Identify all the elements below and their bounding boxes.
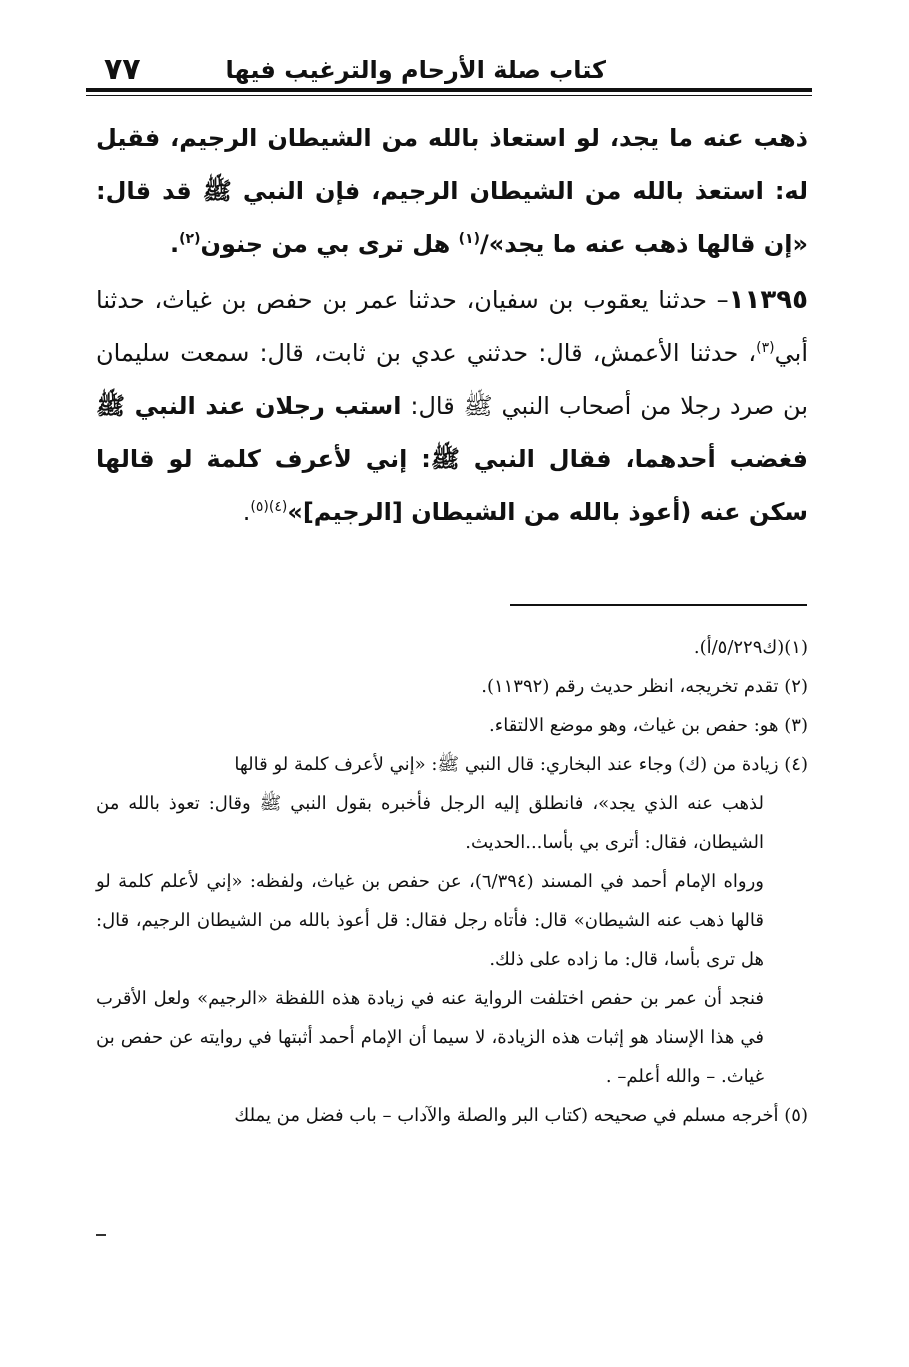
p2-text-a: – حدثنا يعقوب بن سفيان، حدثنا عمر بن حفص بن غياث، حدثنا أبي [96,286,808,367]
page-header [86,52,812,88]
footnote-5: (٥) أخرجه مسلم في صحيحه (كتاب البر والصلة والآداب – باب فضل من يملك [234,1105,808,1126]
main-text [96,112,808,539]
paragraph-2 [96,274,808,539]
hadith-number: ١١٣٩٥ [728,285,808,315]
footnote-ref-1: (١) [458,231,480,247]
footnote-4-first: (٤) زيادة من (ك) وجاء عند البخاري: قال النبي ﷺ: «إني لأعرف كلمة لو قالها [234,754,808,775]
footnote-ref-4-5: (٤)(٥) [250,499,288,515]
p1-text-c: . [169,230,180,258]
footnote-3: (٣) هو: حفص بن غياث، وهو موضع الالتقاء. [489,715,808,736]
header-rule-thin [86,95,812,96]
p2-bold-text: استب رجلان عند النبي ﷺ فغضب أحدهما، فقال النبي ﷺ: إني لأعرف كلمة لو قالها سكن عنه (أعوذ بالله من الشيطان [الرجيم]» [96,392,808,526]
footnote-ref-3: (٣) [756,340,775,356]
footnote-2: (٢) تقدم تخريجه، انظر حديث رقم (١١٣٩٢). [481,676,808,697]
footnote-4-para-2: ورواه الإمام أحمد في المسند (٦/٣٩٤)، عن حفص بن غياث، ولفظه: «إني لأعلم كلمة لو قالها ذهب عنه الشيطان» قال: فأتاه رجل فقال: قل أعوذ بالله من الشيطان الرجيم، قال: هل ترى بأسا، قال: ما زاده على ذلك. [96,871,764,970]
page-number: ٧٧ [104,52,141,87]
book-title: كتاب صلة الأرحام والترغيب فيها [225,56,606,84]
p2-text-c: . [242,498,251,526]
footnote-ref-2: (٢) [179,231,201,247]
paragraph-1 [96,112,808,271]
footnote-separator [510,604,807,606]
p1-text-a: ذهب عنه ما يجد، لو استعاذ بالله من الشيطان الرجيم، فقيل له: استعذ بالله من الشيطان الرجيم، فإن النبي ﷺ قد قال: «إن قالها ذهب عنه ما يجد»/ [96,124,808,258]
footnotes [96,628,808,1135]
header-rule-thick [86,88,812,92]
footnote-1: (١)(ك٥/٢٢٩/أ). [693,637,808,658]
continuation-mark [96,1234,106,1236]
p1-text-b: هل ترى بي من جنون [200,230,459,258]
footnote-4-rest: لذهب عنه الذي يجد»، فانطلق إليه الرجل فأخبره بقول النبي ﷺ وقال: تعوذ بالله من الشيطان، فقال: أترى بي بأسا...الحديث. [96,793,764,853]
footnote-4-para-3: فنجد أن عمر بن حفص اختلفت الرواية عنه في زيادة هذه اللفظة «الرجيم» ولعل الأقرب في هذا الإسناد هو إثبات هذه الزيادة، لا سيما أن الإمام أحمد أثبتها في روايته عن حفص بن غياث. – والله أعلم– . [96,988,764,1087]
p2-text-b: ، حدثنا الأعمش، قال: حدثني عدي بن ثابت، قال: سمعت سليمان بن صرد رجلا من أصحاب النبي ﷺ قال: [96,339,808,420]
